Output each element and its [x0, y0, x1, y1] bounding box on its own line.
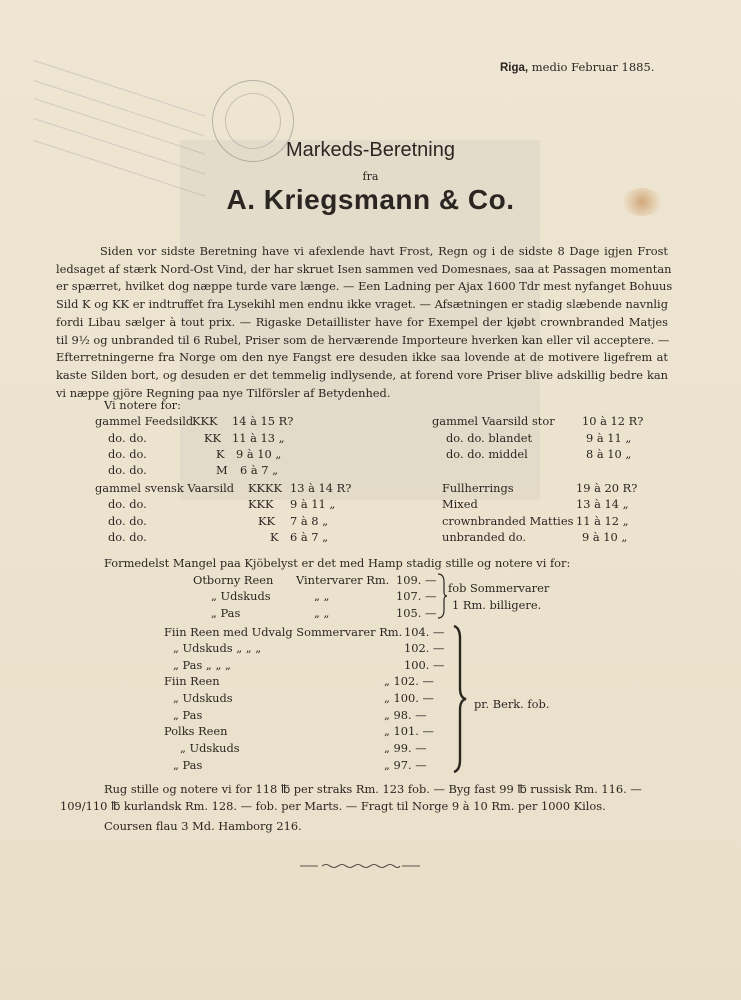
ornamental-rule [300, 863, 420, 869]
reen-name: Fiin Reen med Udvalg Sommervarer Rm. [164, 625, 403, 639]
price-label: Fullherrings [442, 481, 514, 495]
price-label: gammel svensk Vaarsild [95, 481, 235, 495]
paragraph-line: Sild K og KK er indtruffet fra Lysekihl men endnu ikke vraget. — Afsætningen er stadig slæbende navnlig [56, 297, 668, 312]
reen-price: „ 101. — [384, 724, 434, 738]
paragraph-line: til 9½ og unbranded til 6 Rubel, Priser som de herværende Importeure hverken kan eller vil acceptere. — [56, 332, 670, 347]
price-value: 6 à 7 „ [240, 463, 279, 477]
hamp-name: „ Udskuds [211, 589, 271, 603]
hamp-name: „ Pas [211, 606, 241, 620]
hamp-price: 109. — [396, 573, 437, 587]
reen-price: „ 99. — [384, 741, 427, 755]
price-label: do. do. [108, 514, 147, 528]
dateline-date: medio Februar 1885. [531, 60, 655, 74]
reen-price: 100. — [404, 658, 445, 672]
price-value: 9 à 11 „ [586, 431, 632, 445]
reen-price: „ 100. — [384, 691, 434, 705]
price-value: 10 à 12 R? [582, 414, 644, 428]
price-value: 11 à 12 „ [576, 514, 629, 528]
reen-name: „ Pas [173, 758, 203, 772]
price-grade: M [216, 463, 228, 477]
price-label: do. do. [108, 463, 147, 477]
dateline [500, 60, 654, 75]
hamp-mid: Vintervarer Rm. [296, 573, 390, 587]
report-paragraph [56, 243, 673, 402]
hamp-mid: „ „ [314, 606, 330, 620]
reen-name: „ Pas „ „ „ [173, 658, 231, 672]
price-label: do. do. blandet [446, 431, 533, 445]
price-label: Mixed [442, 497, 478, 511]
price-label: do. do. [108, 431, 147, 445]
brace-icon [452, 624, 468, 774]
paragraph-line: Efterretningerne fra Norge om den nye Fangst ere desuden ikke saa lovende at de motivere ligefrem at [56, 350, 668, 365]
price-value: 8 à 10 „ [586, 447, 632, 461]
price-value: 9 à 11 „ [290, 497, 336, 511]
price-grade: K [270, 530, 279, 544]
report-title-fra: fra [362, 170, 379, 183]
price-label: do. do. [108, 447, 147, 461]
reen-price: „ 102. — [384, 674, 434, 688]
price-label: do. do. [108, 497, 147, 511]
reen-name: „ Udskuds [180, 741, 240, 755]
hamp-mid: „ „ [314, 589, 330, 603]
hamp-name: Otborny Reen [193, 573, 274, 587]
reen-price: 102. — [404, 641, 445, 655]
price-label: do. do. [108, 530, 147, 544]
reen-note: pr. Berk. fob. [474, 697, 550, 711]
price-grade: KKK [192, 414, 218, 428]
hamp-heading: Formedelst Mangel paa Kjöbelyst er det med Hamp stadig stille og notere vi for: [104, 556, 571, 570]
notere-heading: Vi notere for: [104, 398, 181, 412]
dateline-place: Riga, [500, 62, 529, 74]
price-value: 14 à 15 R? [232, 414, 294, 428]
hamp-note: 1 Rm. billigere. [452, 598, 542, 612]
price-value: 7 à 8 „ [290, 514, 329, 528]
hamp-price: 105. — [396, 606, 437, 620]
paragraph-line: vi næppe gjöre Regning paa nye Tilförsler af Betydenhed. [56, 385, 391, 400]
closing-line: Coursen flau 3 Md. Hamborg 216. [104, 819, 302, 833]
price-grade: KKK [248, 497, 274, 511]
reen-name: Fiin Reen [164, 674, 220, 688]
paragraph-line: Siden vor sidste Beretning have vi afexlende havt Frost, Regn og i de sidste 8 Dage igjen Frost [100, 244, 668, 258]
price-value: 11 à 13 „ [232, 431, 285, 445]
report-title: Markeds-Beretning [286, 139, 455, 161]
reen-price: „ 97. — [384, 758, 427, 772]
price-grade: KK [258, 514, 276, 528]
price-value: 19 à 20 R? [576, 481, 638, 495]
reen-name: Polks Reen [164, 724, 228, 738]
hamp-price: 107. — [396, 589, 437, 603]
price-grade: KK [204, 431, 222, 445]
price-grade: KKKK [248, 481, 283, 495]
price-value: 13 à 14 R? [290, 481, 352, 495]
hamp-note: fob Sommervarer [448, 581, 550, 595]
brace-icon [436, 572, 448, 620]
price-value: 9 à 10 „ [236, 447, 282, 461]
reen-price: 104. — [404, 625, 445, 639]
paragraph-line: ledsaget af stærk Nord-Ost Vind, der har skruet Isen sammen ved Domesnaes, saa at Passagen momentan [56, 261, 672, 276]
closing-line: 109/110 ℔ kurlandsk Rm. 128. — fob. per Marts. — Fragt til Norge 9 à 10 Rm. per 1000 Kilos. [60, 799, 606, 813]
price-label: do. do. middel [446, 447, 528, 461]
paragraph-line: kaste Silden bort, og desuden er det temmelig indlysende, at forend vore Priser blive adskillig bedre kan [56, 367, 668, 382]
firm-name: A. Kriegsmann & Co. [226, 184, 515, 215]
closing-line: Rug stille og notere vi for 118 ℔ per straks Rm. 123 fob. — Byg fast 99 ℔ russisk Rm. 116. — [104, 782, 642, 796]
reen-name: „ Udskuds „ „ „ [173, 641, 262, 655]
paragraph-line: er spærret, hvilket dog næppe turde vare længe. — Een Ladning per Ajax 1600 Tdr mest nyfanget Bohuus [56, 279, 673, 294]
reen-name: „ Pas [173, 708, 203, 722]
price-label: unbranded do. [442, 530, 527, 544]
price-label: crownbranded Matties [442, 514, 574, 528]
price-label: gammel Feedsild [95, 414, 194, 428]
reen-name: „ Udskuds [173, 691, 233, 705]
price-grade: K [216, 447, 225, 461]
reen-price: „ 98. — [384, 708, 427, 722]
price-label: gammel Vaarsild stor [432, 414, 555, 428]
price-value: 6 à 7 „ [290, 530, 329, 544]
price-value: 13 à 14 „ [576, 497, 629, 511]
paragraph-line: fordi Libau sælger à tout prix. — Rigaske Detaillister have for Exempel der kjøbt crownbranded Matjes [56, 314, 668, 329]
price-value: 9 à 10 „ [582, 530, 628, 544]
